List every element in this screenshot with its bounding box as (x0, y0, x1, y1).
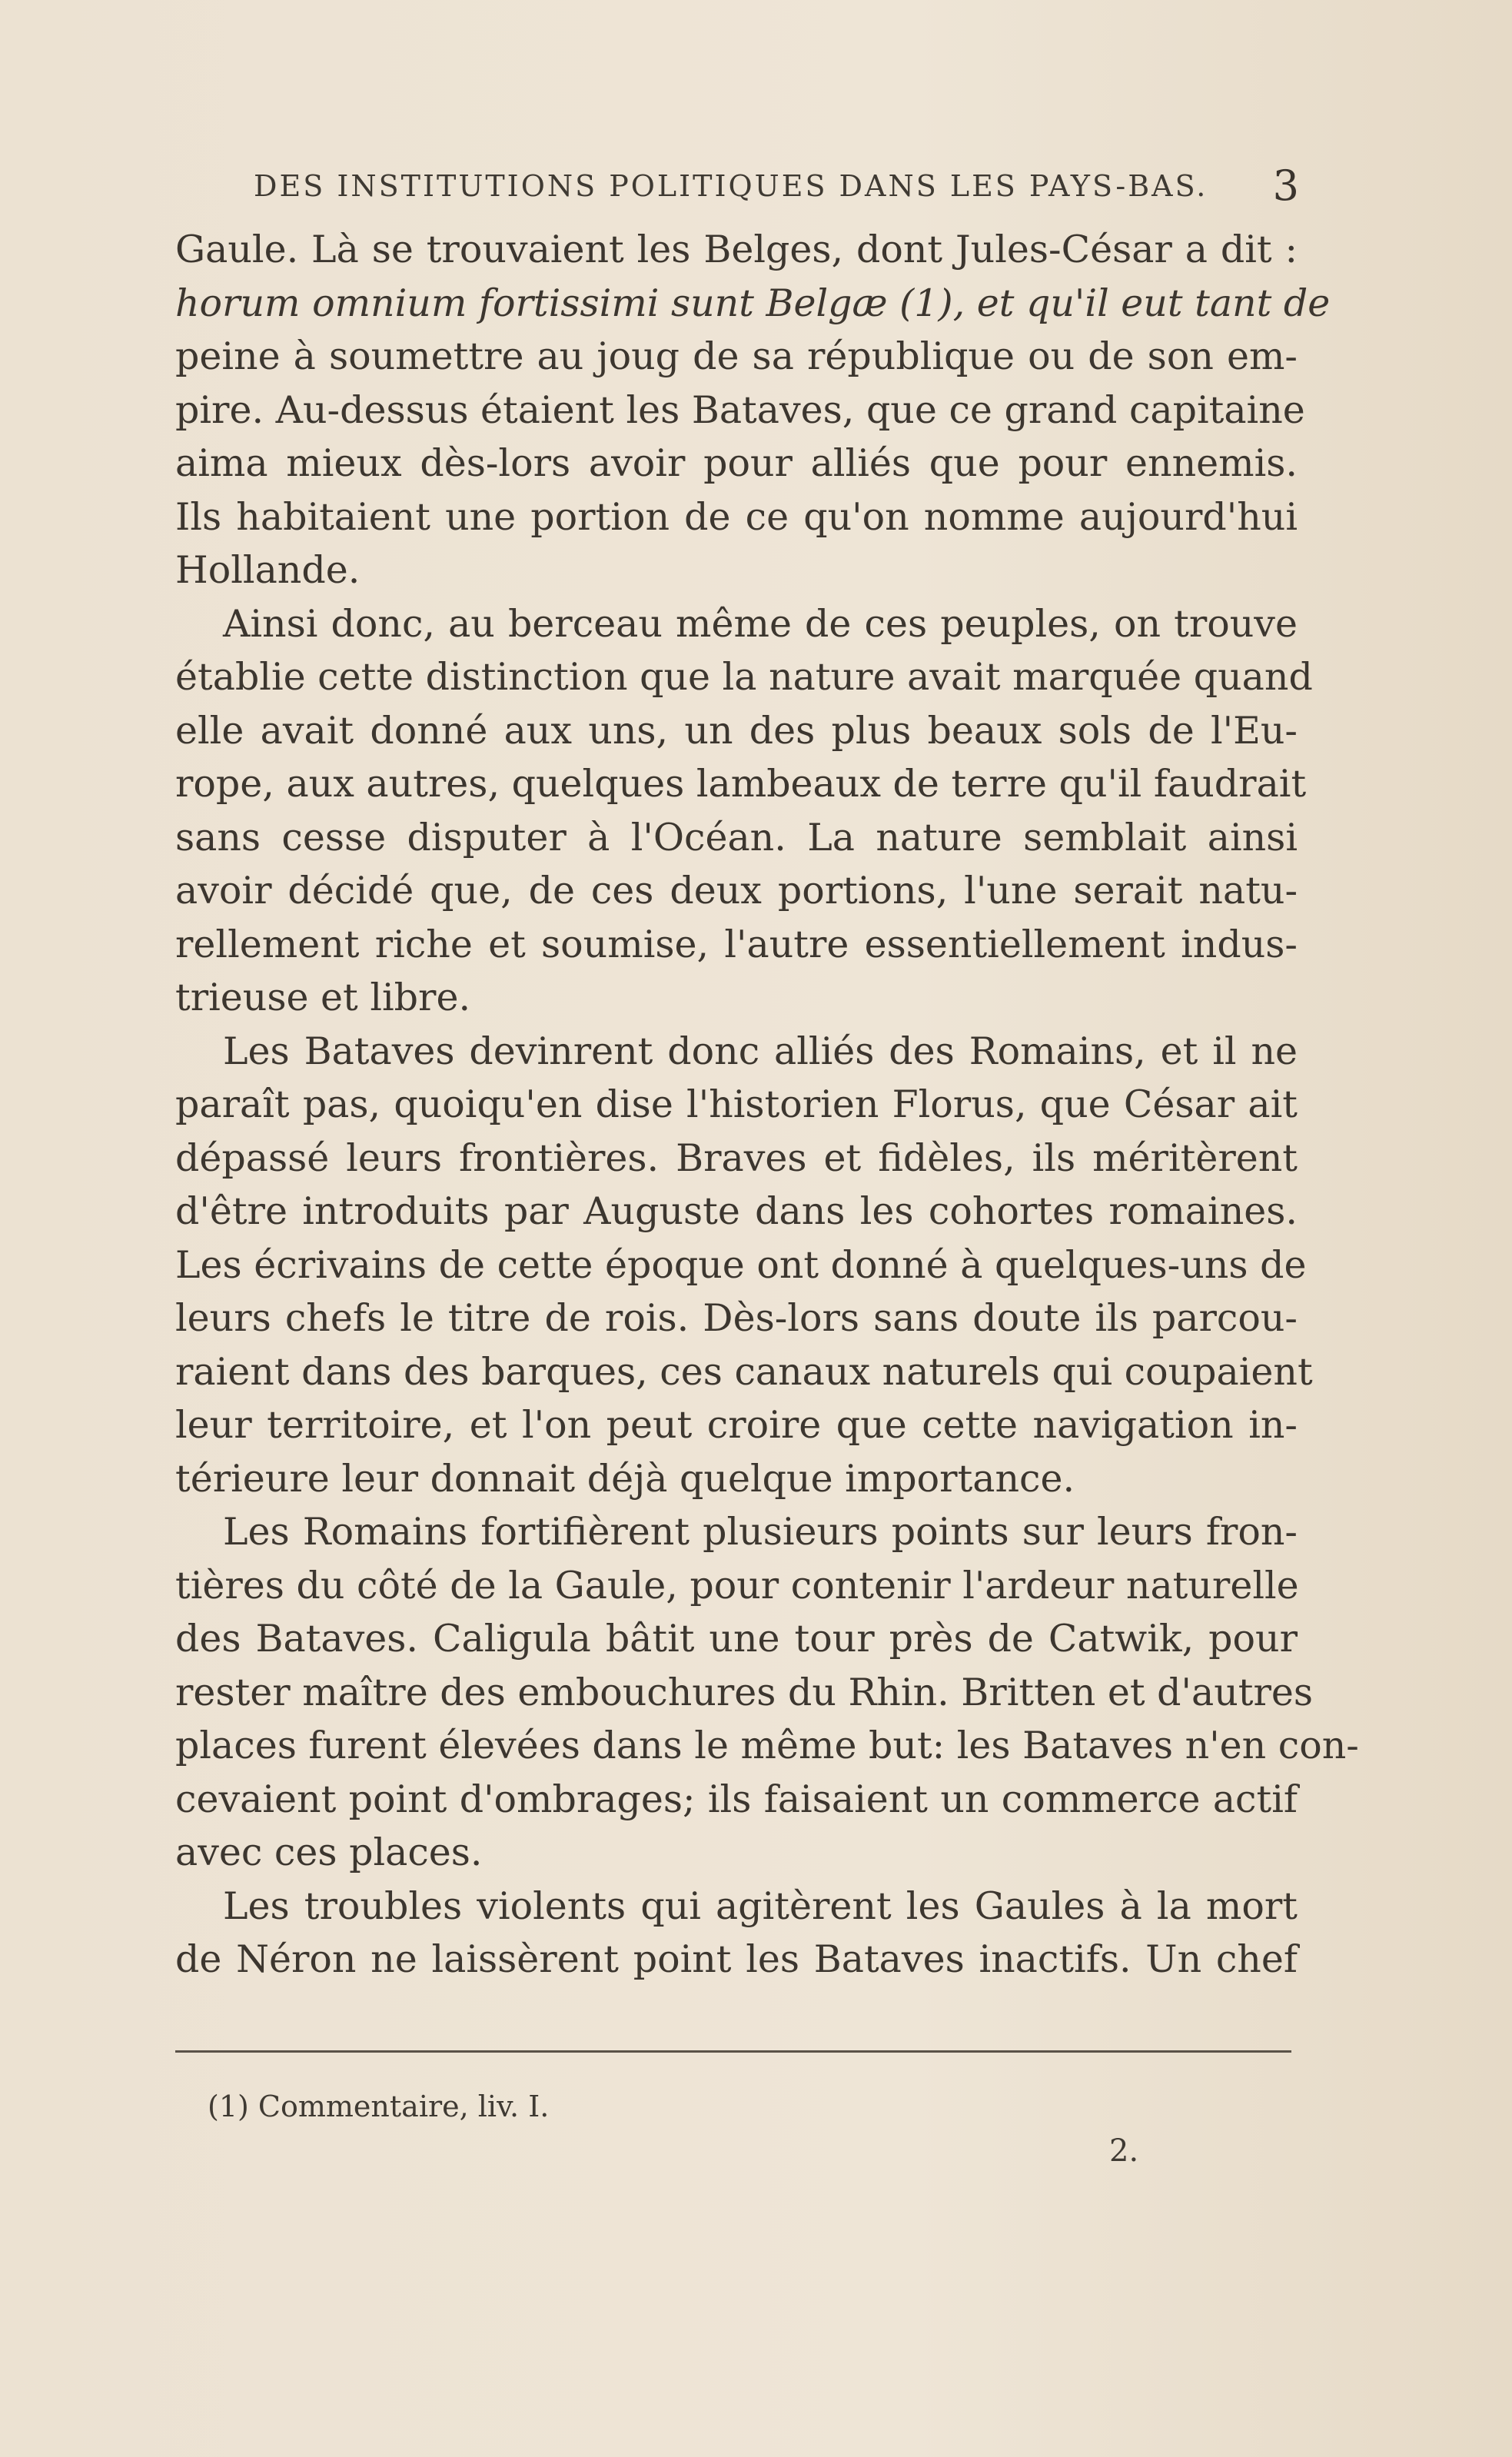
footnote-rule (175, 2050, 1291, 2053)
text-line: Les Bataves devinrent donc alliés des Romains, et il ne (223, 1029, 1298, 1073)
text-line: cevaient point d'ombrages; ils faisaient un commerce actif (175, 1777, 1298, 1821)
text-line: leurs chefs le titre de rois. Dès-lors sans doute ils parcou- (175, 1296, 1298, 1340)
text-line: Hollande. (175, 548, 361, 592)
text-line: avoir décidé que, de ces deux portions, l'une serait natu- (175, 869, 1298, 913)
footnote: (1) Commentaire, liv. I. (208, 2090, 550, 2123)
text-line: Les troubles violents qui agitèrent les Gaules à la mort (223, 1883, 1298, 1928)
text-line: Gaule. Là se trouvaient les Belges, dont Jules-César a dit : (175, 228, 1298, 271)
text-line: d'être introduits par Auguste dans les cohortes romaines. (175, 1189, 1298, 1233)
text-line: rope, aux autres, quelques lambeaux de terre qu'il faudrait (175, 762, 1307, 806)
text-line: Ils habitaient une portion de ce qu'on nomme aujourd'hui (175, 494, 1298, 539)
text-line: avec ces places. (175, 1830, 483, 1874)
signature-mark: 2. (1109, 2133, 1139, 2169)
text-line: paraît pas, quoiqu'en dise l'historien Florus, que César ait (175, 1082, 1298, 1126)
text-line: rellement riche et soumise, l'autre essentiellement indus- (175, 922, 1298, 966)
text-line: leur territoire, et l'on peut croire que cette navigation in- (175, 1403, 1298, 1447)
text-line: pire. Au-dessus étaient les Bataves, que ce grand capitaine (175, 387, 1305, 432)
text-line: des Bataves. Caligula bâtit une tour près de Catwik, pour (175, 1617, 1298, 1661)
text-line: térieure leur donnait déjà quelque importance. (175, 1456, 1075, 1501)
page-header (254, 161, 1299, 215)
text-line: trieuse et libre. (175, 976, 471, 1019)
text-line: établie cette distinction que la nature avait marquée quand (175, 655, 1313, 699)
text-line: places furent élevées dans le même but: les Bataves n'en con- (175, 1724, 1359, 1767)
text-line: sans cesse disputer à l'Océan. La nature semblait ainsi (175, 815, 1298, 859)
text-line: Ainsi donc, au berceau même de ces peuples, on trouve (223, 601, 1298, 646)
text-line: aima mieux dès-lors avoir pour alliés que pour ennemis. (175, 441, 1298, 485)
text-line: Les écrivains de cette époque ont donné à quelques-uns de (175, 1242, 1307, 1287)
text-line: de Néron ne laissèrent point les Bataves inactifs. Un chef (175, 1937, 1298, 1981)
text-line: raient dans des barques, ces canaux naturels qui coupaient (175, 1349, 1313, 1394)
page-number: 3 (1272, 161, 1299, 210)
text-line: horum omnium fortissimi sunt Belgæ (1), et qu'il eut tant de (175, 281, 1331, 325)
text-line: elle avait donné aux uns, un des plus beaux sols de l'Eu- (175, 708, 1298, 753)
text-line: rester maître des embouchures du Rhin. Britten et d'autres (175, 1670, 1314, 1714)
body-text (175, 223, 1359, 1987)
running-head: DES INSTITUTIONS POLITIQUES DANS LES PAYS-BAS. (254, 169, 1208, 203)
text-line: tières du côté de la Gaule, pour contenir l'ardeur naturelle (175, 1563, 1299, 1608)
text-line: Les Romains fortifièrent plusieurs points sur leurs fron- (223, 1510, 1298, 1554)
text-line: peine à soumettre au joug de sa république ou de son em- (175, 334, 1298, 378)
text-line: dépassé leurs frontières. Braves et fidèles, ils méritèrent (175, 1135, 1298, 1180)
